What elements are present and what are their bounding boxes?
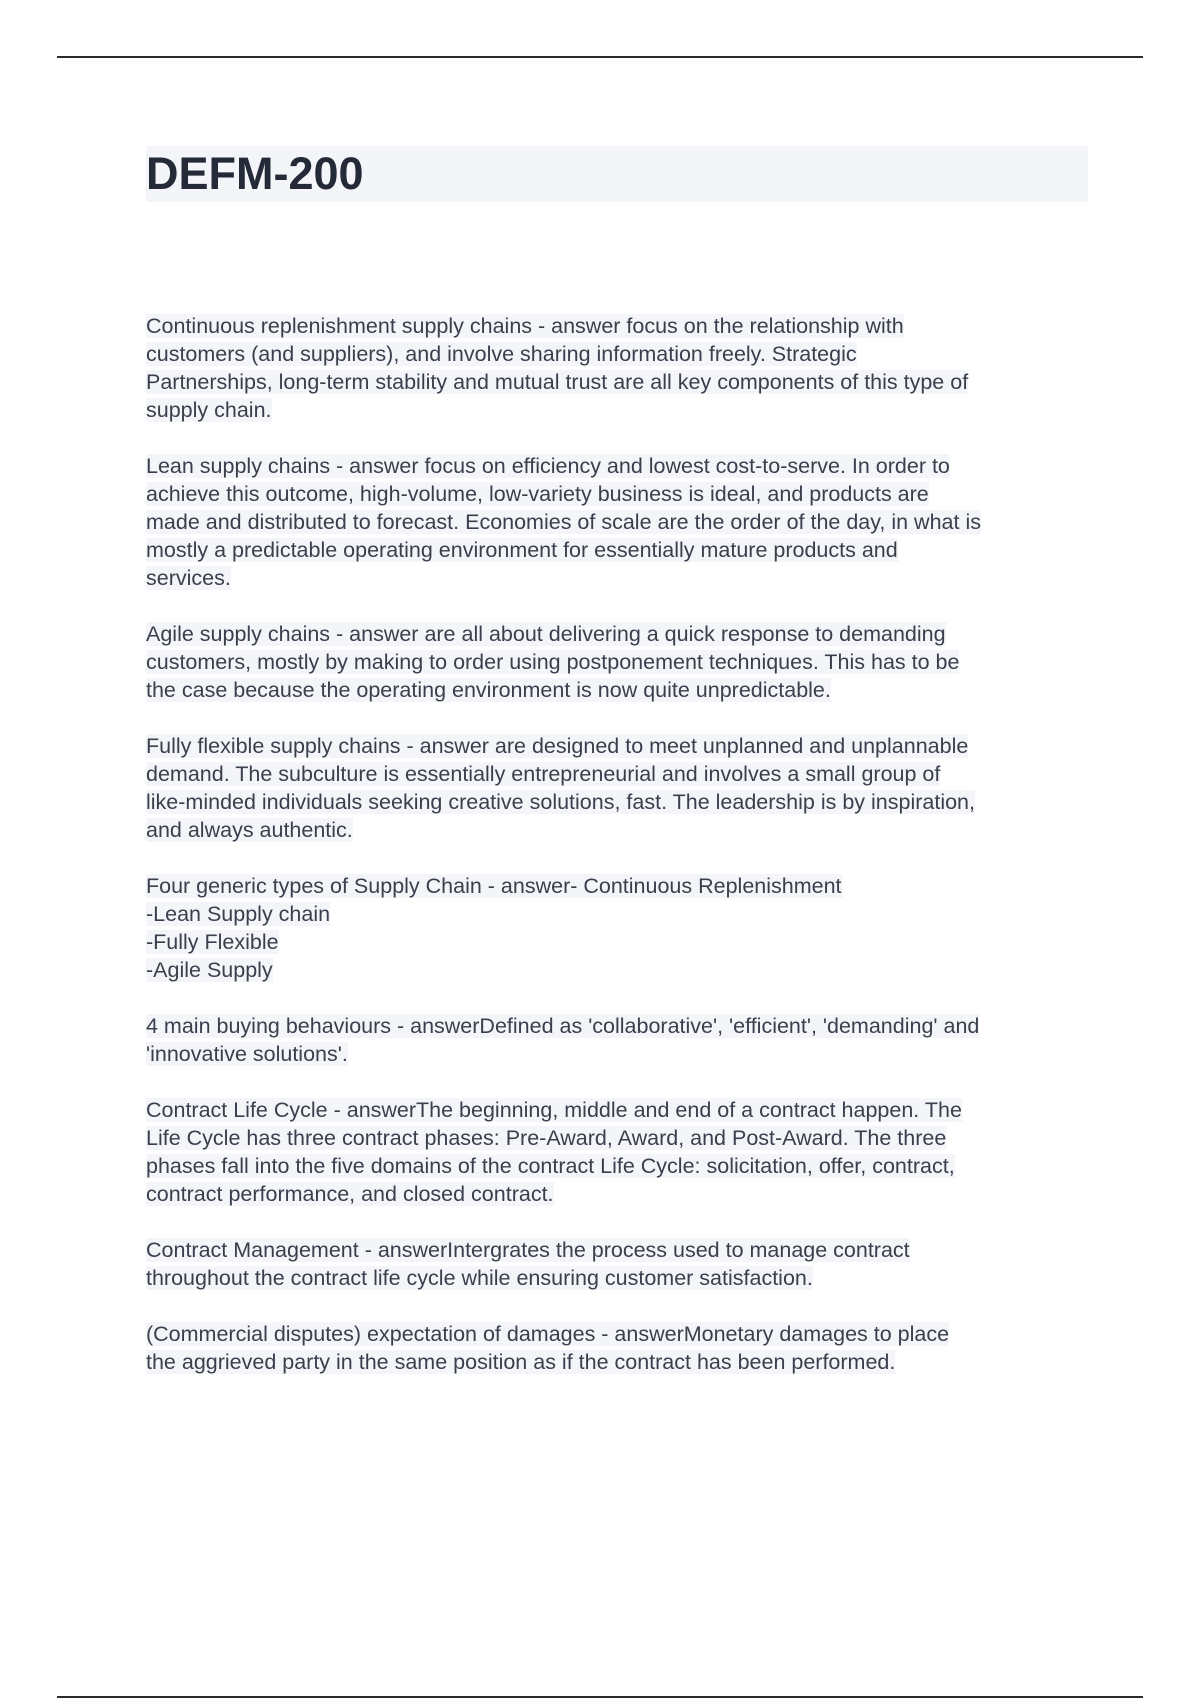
entry-agile-supply-chains <box>146 620 1096 704</box>
entry-line: Contract Management - answerIntergrates the process used to manage contract <box>146 1238 910 1262</box>
entry-line: phases fall into the five domains of the contract Life Cycle: solicitation, offer, contract, <box>146 1154 955 1178</box>
entry-four-generic-types <box>146 872 1096 984</box>
entry-contract-management <box>146 1236 1096 1292</box>
entry-line: Partnerships, long-term stability and mutual trust are all key components of this type of <box>146 370 969 394</box>
entry-line: (Commercial disputes) expectation of damages - answerMonetary damages to place <box>146 1322 950 1346</box>
entry-buying-behaviours <box>146 1012 1096 1068</box>
entry-fully-flexible-supply-chains <box>146 732 1096 844</box>
entry-lean-supply-chains <box>146 452 1096 592</box>
entry-line: Contract Life Cycle - answerThe beginning, middle and end of a contract happen. The <box>146 1098 962 1122</box>
entry-line: -Agile Supply <box>146 958 273 982</box>
entry-line: Four generic types of Supply Chain - answer- Continuous Replenishment <box>146 874 842 898</box>
entry-line: Life Cycle has three contract phases: Pre-Award, Award, and Post-Award. The three <box>146 1126 947 1150</box>
entry-line: -Lean Supply chain <box>146 902 331 926</box>
entry-line: 'innovative solutions'. <box>146 1042 348 1066</box>
entry-contract-life-cycle <box>146 1096 1096 1208</box>
entry-line: and always authentic. <box>146 818 353 842</box>
entry-line: customers (and suppliers), and involve sharing information freely. Strategic <box>146 342 857 366</box>
document-body <box>146 312 1096 1404</box>
entry-line: like-minded individuals seeking creative solutions, fast. The leadership is by inspiration, <box>146 790 975 814</box>
entry-line: -Fully Flexible <box>146 930 279 954</box>
entry-commercial-disputes <box>146 1320 1096 1376</box>
entry-line: made and distributed to forecast. Economies of scale are the order of the day, in what is <box>146 510 981 534</box>
entry-line: throughout the contract life cycle while ensuring customer satisfaction. <box>146 1266 813 1290</box>
entry-line: Fully flexible supply chains - answer are designed to meet unplanned and unplannable <box>146 734 969 758</box>
entry-line: contract performance, and closed contract. <box>146 1182 554 1206</box>
entry-line: services. <box>146 566 231 590</box>
top-rule <box>57 56 1143 58</box>
entry-line: supply chain. <box>146 398 272 422</box>
entry-line: the aggrieved party in the same position as if the contract has been performed. <box>146 1350 896 1374</box>
entry-line: Continuous replenishment supply chains - answer focus on the relationship with <box>146 314 904 338</box>
bottom-rule <box>57 1696 1143 1698</box>
entry-line: 4 main buying behaviours - answerDefined as 'collaborative', 'efficient', 'demanding' and <box>146 1014 980 1038</box>
entry-line: Agile supply chains - answer are all about delivering a quick response to demanding <box>146 622 946 646</box>
entry-line: the case because the operating environment is now quite unpredictable. <box>146 678 831 702</box>
document-title: DEFM-200 <box>146 148 364 199</box>
entry-line: achieve this outcome, high-volume, low-variety business is ideal, and products are <box>146 482 929 506</box>
entry-line: demand. The subculture is essentially entrepreneurial and involves a small group of <box>146 762 941 786</box>
entry-line: mostly a predictable operating environment for essentially mature products and <box>146 538 898 562</box>
entry-line: customers, mostly by making to order using postponement techniques. This has to be <box>146 650 960 674</box>
entry-continuous-replenishment <box>146 312 1096 424</box>
entry-line: Lean supply chains - answer focus on efficiency and lowest cost-to-serve. In order to <box>146 454 950 478</box>
